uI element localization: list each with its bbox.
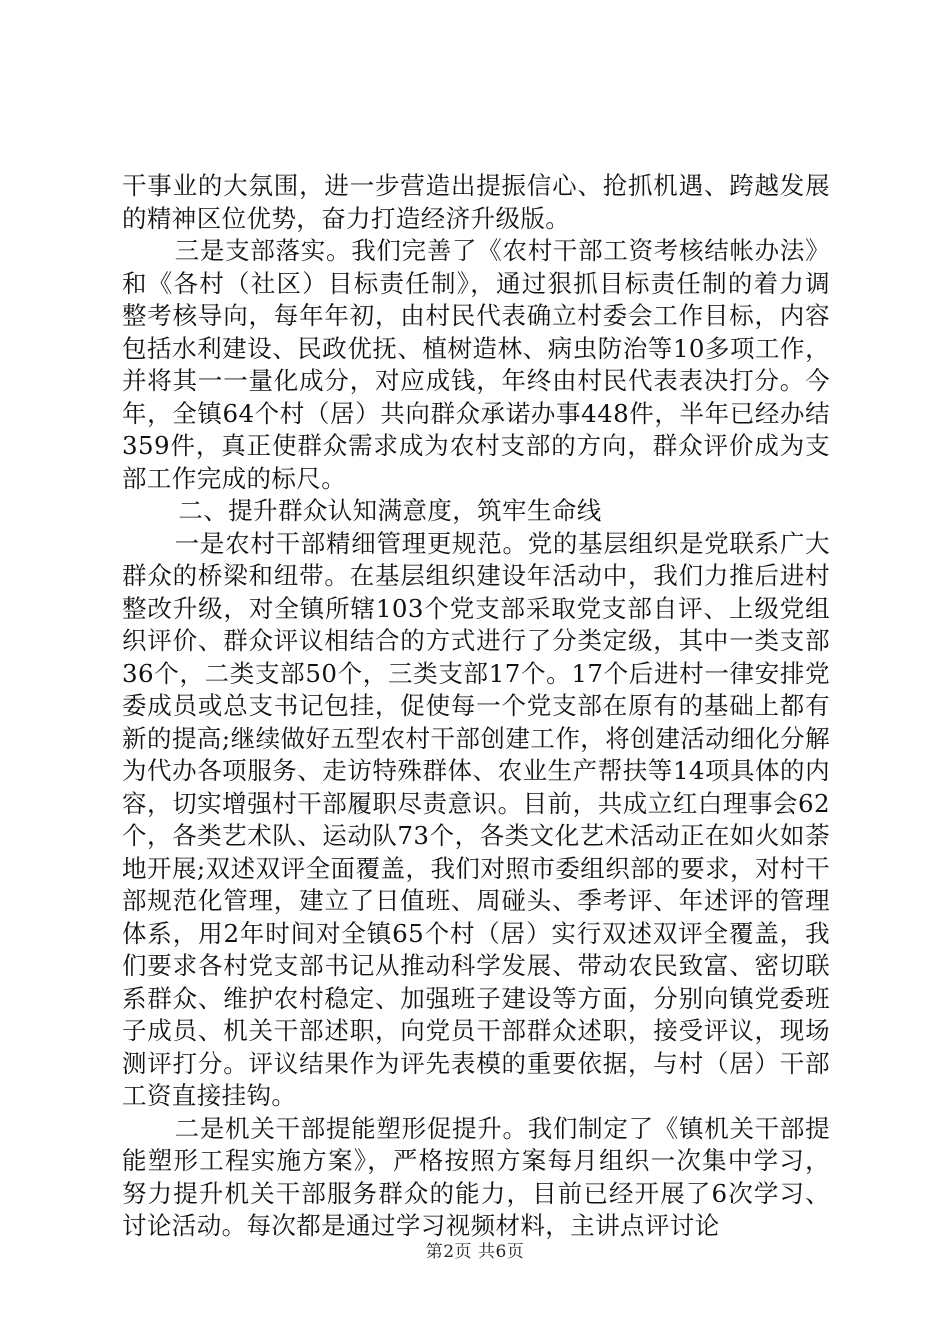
paragraph-continuation: 干事业的大氛围，进一步营造出提振信心、抢抓机遇、跨越发展的精神区位优势，奋力打造经济升级版。 [122,171,830,233]
paragraph-organ-cadre-improvement: 二是机关干部提能塑形促提升。我们制定了《镇机关干部提能塑形工程实施方案》，严格按照方案每月组织一次集中学习，努力提升机关干部服务群众的能力，目前已经开展了6次学习、讨论活动。每次都是通过学习视频材料，主讲点评讨论 [122,1113,830,1240]
section-heading: 二、提升群众认知满意度，筑牢生命线 [178,496,602,525]
document-body [122,170,830,1243]
paragraph-branch-implementation: 三是支部落实。我们完善了《农村干部工资考核结帐办法》和《各村（社区）目标责任制》，通过狠抓目标责任制的着力调整考核导向，每年年初，由村民代表确立村委会工作目标，内容包括水利建设、民政优抚、植树造林、病虫防治等10多项工作，并将其一一量化成分，对应成钱，年终由村民代表表决打分。今年，全镇64个村（居）共向群众承诺办事448件，半年已经办结359件，真正使群众需求成为农村支部的方向，群众评价成为支部工作完成的标尺。 [122,236,830,493]
paragraph-village-cadre-management: 一是农村干部精细管理更规范。党的基层组织是党联系广大群众的桥梁和纽带。在基层组织建设年活动中，我们力推后进村整改升级，对全镇所辖103个党支部采取党支部自评、上级党组织评价、群众评议相结合的方式进行了分类定级，其中一类支部36个，二类支部50个，三类支部17个。17个后进村一律安排党委成员或总支书记包挂，促使每一个党支部在原有的基础上都有新的提高;继续做好五型农村干部创建工作，将创建活动细化分解为代办各项服务、走访特殊群体、农业生产帮扶等14项具体的内容，切实增强村干部履职尽责意识。目前，共成立红白理事会62个，各类艺术队、运动队73个，各类文化艺术活动正在如火如荼地开展;双述双评全面覆盖，我们对照市委组织部的要求，对村干部规范化管理，建立了日值班、周碰头、季考评、年述评的管理体系，用2年时间对全镇65个村（居）实行双述双评全覆盖，我们要求各村党支部书记从推动科学发展、带动农民致富、密切联系群众、维护农村稳定、加强班子建设等方面，分别向镇党委班子成员、机关干部述职，向党员干部群众述职，接受评议，现场测评打分。评议结果作为评先表模的重要依据，与村（居）干部工资直接挂钩。 [122,528,830,1110]
page-number-footer: 第2页 共6页 [425,1242,525,1262]
